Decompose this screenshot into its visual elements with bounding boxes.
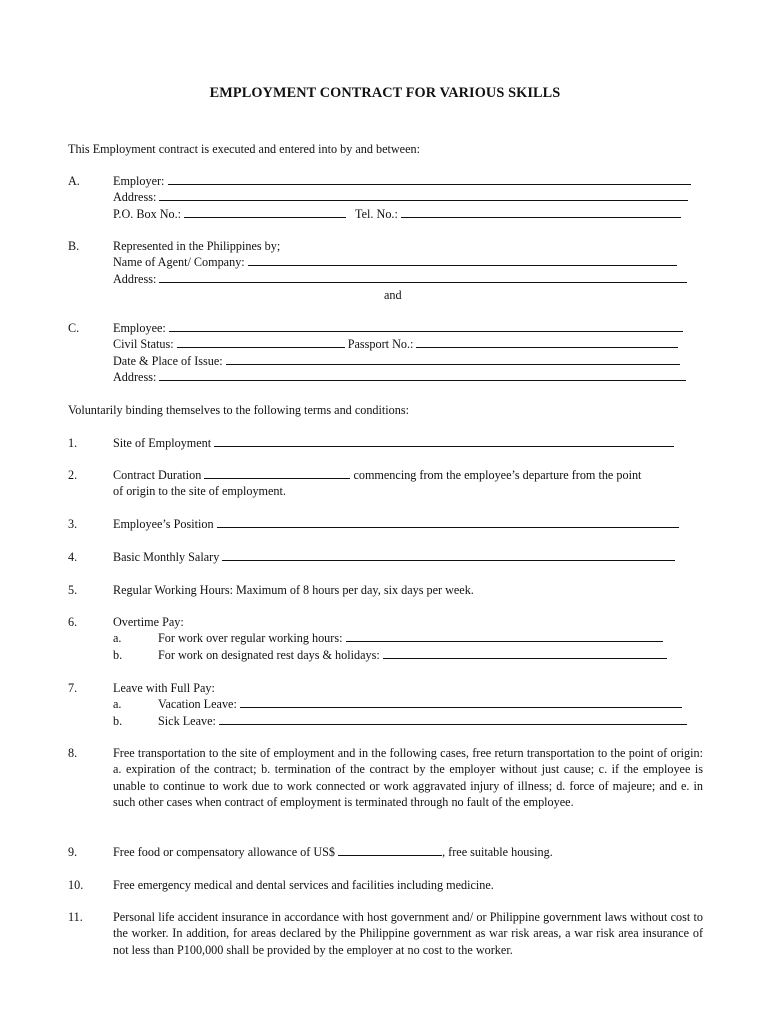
leave-label: Leave with Full Pay: (113, 681, 215, 695)
sub-label: b. (113, 647, 123, 662)
overtime-holiday-field[interactable] (383, 647, 667, 659)
insurance-text: Personal life accident insurance in accordance with host government and/ or Philippine government laws without cost to the worker. In addition, for areas declared by the Philippine government as war risk areas, a war risk area insurance of not less than P100,000 shall be provided by the employer at no cost to the worker. (113, 910, 703, 957)
agent-address-field[interactable] (159, 271, 687, 283)
site-field[interactable] (214, 435, 674, 447)
vacation-leave-field[interactable] (240, 696, 682, 708)
passport-field[interactable] (416, 336, 678, 348)
term-number: 4. (68, 550, 78, 564)
food-allowance-field[interactable] (338, 844, 442, 856)
salary-label: Basic Monthly Salary (113, 550, 220, 564)
term-number: 2. (68, 468, 78, 482)
term-number: 10. (68, 878, 84, 892)
pobox-field[interactable] (184, 206, 346, 218)
term-1 (113, 435, 703, 451)
sick-leave-label: Sick Leave: (158, 713, 216, 728)
page-title: EMPLOYMENT CONTRACT FOR VARIOUS SKILLS (209, 85, 561, 101)
term-9 (113, 844, 703, 860)
tel-label: Tel. No.: (355, 206, 398, 221)
party-b-label: B. (68, 239, 80, 253)
salary-field[interactable] (222, 549, 675, 561)
term-6 (113, 614, 703, 663)
transportation-text: Free transportation to the site of employment and in the following cases, free return transportation to the point of origin: a. expiration of the contract; b. termination of the contract by the employer without just cause; c. if the employee is unable to continue to work due to work connected or work aggravated injury of illness; d. force of majeure; and e. in such other cases when contract of employment is terminated through no fault of the employee. (113, 746, 703, 809)
sub-label: a. (113, 697, 122, 712)
housing-text: , free suitable housing. (442, 845, 553, 859)
term-4 (113, 549, 703, 565)
tel-field[interactable] (401, 206, 681, 218)
overtime-regular-label: For work over regular working hours: (158, 631, 343, 646)
vacation-leave-label: Vacation Leave: (158, 697, 237, 712)
term-3 (113, 516, 703, 532)
medical-text: Free emergency medical and dental services and facilities including medicine. (113, 878, 494, 892)
passport-label: Passport No.: (347, 337, 414, 352)
overtime-holiday-label: For work on designated rest days & holidays: (158, 647, 380, 662)
duration-text-2: of origin to the site of employment. (113, 484, 286, 499)
food-allowance-label: Free food or compensatory allowance of US$ (113, 845, 336, 859)
term-2 (113, 467, 703, 500)
agent-address-label: Address: (113, 271, 157, 286)
binding-text: Voluntarily binding themselves to the following terms and conditions: (68, 403, 409, 417)
intro-text: This Employment contract is executed and entered into by and between: (68, 142, 420, 156)
term-number: 11. (68, 910, 83, 924)
employee-address-field[interactable] (159, 369, 686, 381)
date-place-field[interactable] (226, 353, 680, 365)
agent-field[interactable] (248, 254, 677, 266)
employer-field[interactable] (168, 173, 691, 185)
term-number: 9. (68, 845, 78, 859)
term-number: 6. (68, 615, 78, 629)
site-label: Site of Employment (113, 436, 212, 450)
position-label: Employee’s Position (113, 517, 214, 531)
employee-label: Employee: (113, 321, 166, 335)
employee-address-label: Address: (113, 369, 157, 384)
sub-label: b. (113, 713, 123, 728)
pobox-label: P.O. Box No.: (113, 206, 182, 221)
employer-address-label: Address: (113, 190, 157, 205)
working-hours-text: Regular Working Hours: Maximum of 8 hours per day, six days per week. (113, 583, 474, 597)
party-a-label: A. (68, 174, 80, 188)
civil-status-label: Civil Status: (113, 337, 174, 352)
position-field[interactable] (217, 516, 679, 528)
party-c-block (113, 320, 703, 385)
employee-field[interactable] (169, 320, 683, 332)
agent-label: Name of Agent/ Company: (113, 255, 245, 270)
party-c-label: C. (68, 321, 80, 335)
sub-label: a. (113, 631, 122, 646)
term-number: 1. (68, 436, 78, 450)
duration-field[interactable] (204, 467, 350, 479)
sick-leave-field[interactable] (219, 713, 687, 725)
duration-text: commencing from the employee’s departure from the point (353, 468, 642, 482)
overtime-label: Overtime Pay: (113, 615, 184, 629)
and-text: and (384, 288, 402, 302)
employer-address-field[interactable] (159, 189, 688, 201)
party-a-block (113, 173, 703, 222)
employer-label: Employer: (113, 174, 165, 188)
duration-label: Contract Duration (113, 468, 202, 482)
overtime-regular-field[interactable] (346, 630, 663, 642)
represented-text: Represented in the Philippines by; (113, 239, 281, 253)
term-number: 5. (68, 583, 78, 597)
term-number: 7. (68, 681, 78, 695)
term-number: 8. (68, 746, 78, 760)
term-number: 3. (68, 517, 78, 531)
civil-status-field[interactable] (177, 336, 345, 348)
party-b-block (113, 238, 703, 287)
term-7 (113, 680, 703, 729)
date-place-label: Date & Place of Issue: (113, 353, 223, 368)
